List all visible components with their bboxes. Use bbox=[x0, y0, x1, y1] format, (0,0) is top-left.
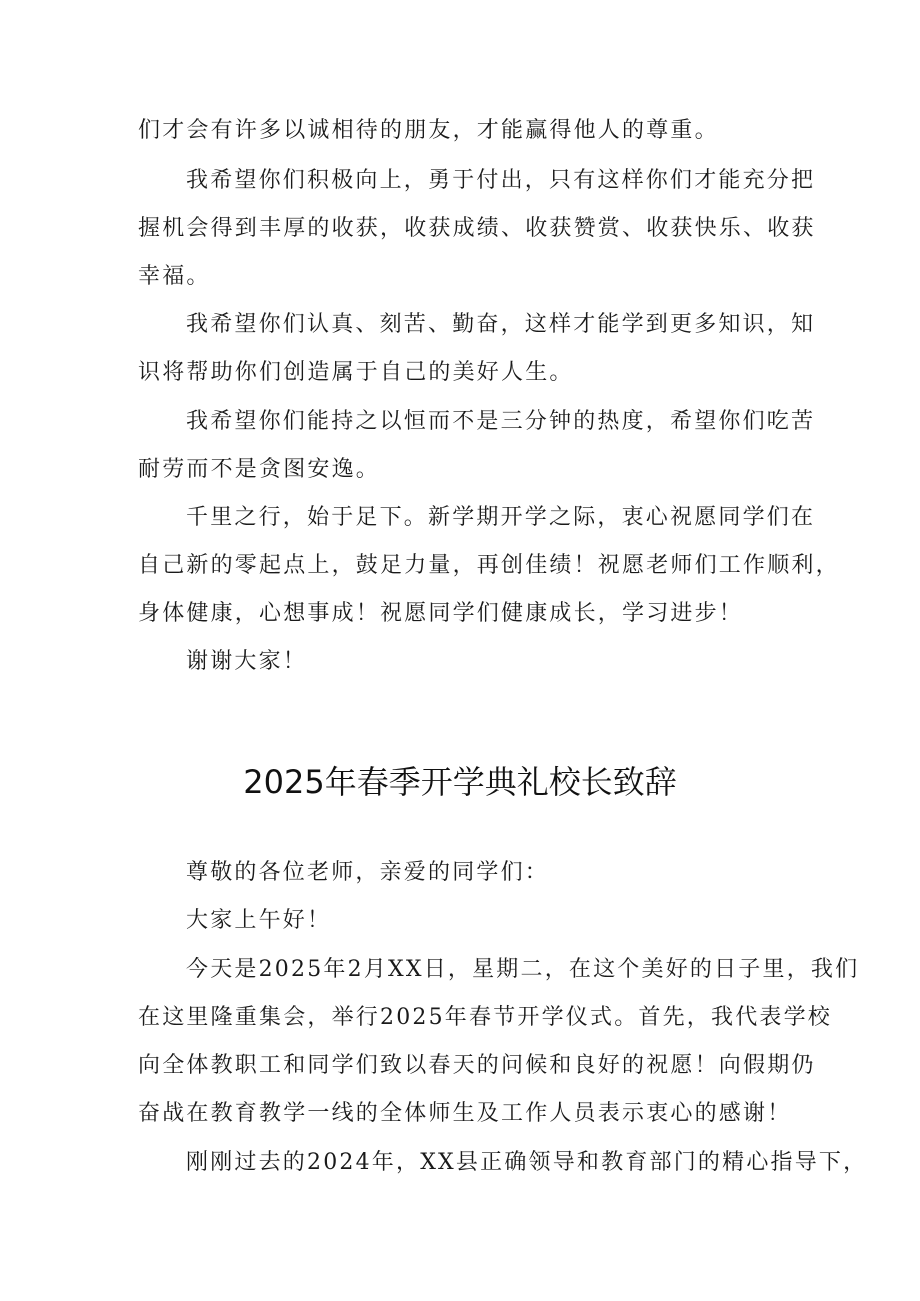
paragraph-line: 身体健康，心想事成！祝愿同学们健康成长，学习进步！ bbox=[138, 601, 744, 626]
paragraph-line: 们才会有许多以诚相待的朋友，才能赢得他人的尊重。 bbox=[138, 118, 719, 143]
paragraph-line: 耐劳而不是贪图安逸。 bbox=[138, 457, 381, 482]
paragraph-line: 识将帮助你们创造属于自己的美好人生。 bbox=[138, 360, 574, 385]
paragraph-line: 今天是2025年2月XX日，星期二，在这个美好的日子里，我们 bbox=[186, 957, 860, 982]
paragraph-line: 握机会得到丰厚的收获，收获成绩、收获赞赏、收获快乐、收获 bbox=[138, 216, 816, 241]
salutation-line: 尊敬的各位老师，亲爱的同学们： bbox=[186, 860, 550, 885]
paragraph-line: 幸福。 bbox=[138, 264, 211, 289]
greeting-line: 大家上午好！ bbox=[186, 908, 332, 933]
paragraph-line: 千里之行，始于足下。新学期开学之际，衷心祝愿同学们在 bbox=[186, 505, 816, 530]
paragraph-line: 刚刚过去的2024年，XX县正确领导和教育部门的精心指导下， bbox=[186, 1150, 868, 1175]
paragraph-line: 我希望你们能持之以恒而不是三分钟的热度，希望你们吃苦 bbox=[186, 409, 816, 434]
paragraph-line: 我希望你们积极向上，勇于付出，只有这样你们才能充分把 bbox=[186, 168, 816, 193]
paragraph-line: 奋战在教育教学一线的全体师生及工作人员表示衷心的感谢！ bbox=[138, 1101, 792, 1126]
paragraph-line: 我希望你们认真、刻苦、勤奋，这样才能学到更多知识，知 bbox=[186, 312, 816, 337]
paragraph-line: 向全体教职工和同学们致以春天的问候和良好的祝愿！向假期仍 bbox=[138, 1053, 816, 1078]
paragraph-line: 在这里隆重集会，举行2025年春节开学仪式。首先，我代表学校 bbox=[138, 1005, 832, 1030]
closing-line: 谢谢大家！ bbox=[186, 649, 308, 674]
paragraph-line: 自己新的零起点上，鼓足力量，再创佳绩！祝愿老师们工作顺利， bbox=[138, 553, 840, 578]
page-title: 2025年春季开学典礼校长致辞 bbox=[243, 763, 677, 801]
